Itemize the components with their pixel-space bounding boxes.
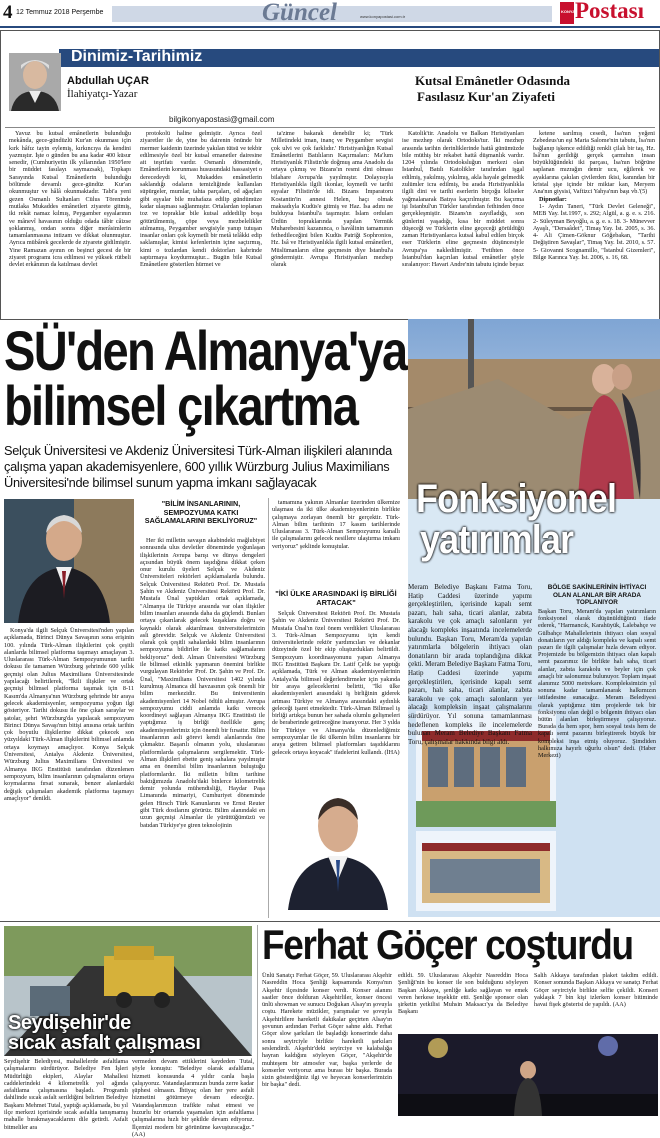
author-name: Abdullah UÇAR [67,75,149,87]
column-rule [5,127,655,128]
su-text-1: Konya'da ilgili Selçuk Üniversitesi'nden yapılan açıklamada, Birinci Dünya Savaşının sona erişinin 100. yılında Türk-Alman ilişkilerini çok çeşitli alanlarda bilimsel platforma taşımayı amaçlayan 3. Uluslararası Türk-Alman Sempozyumunun tarihi dokusu ile tamamen Würzburg şehrinde 600 yıllık geçmişi olan Julius Maximilians Üniversitesinde yapılacağı belirtilerek, "İkili ilişkiler ve ortak geçmişi bilimsel platforma taşımak için 8-11 Kasım'da Almanya'nın Würzburg şehrinde bir araya gelecek akademisyenler, sempozyuma yoğun ilgi gösteriyor. Tarihi dokusu ile öne çıkan saraylar ve şatolar, şehri Würzburg'da yapılacak sempozyum Birinci Dünya Savaşı'nın bitişi anısına ortak tarihin çok boyutlu ilişkilerine dikkat çekecek son yüzyıldaki Türk-Alman ilişkilerini bilimsel anlamda ortaya koymayı amaçlıyor. Konya Selçuk Üniversitesi, Antalya Akdeniz Üniversitesi, Würzburg Julius Maximilians Üniversitesi ve Almanya IKG Enstitüsü tarafından düzenlenen sempozyum, bilim insanlarının çalışmalarını ortaya koymalarına fırsat sunarak, benzer alanlardaki değişik çalışmaları akademik platforma taşımayı amaçlıyor" denildi. [4,627,134,802]
concert-photo [398,1034,658,1116]
author-title: İlahiyatçı-Yazar [67,88,138,100]
seydisehir-headline-2: sıcak asfalt çalışması [8,1032,201,1054]
author-photo [9,53,61,111]
column-text-4: Katolik'tir. Anadolu ve Balkan Hıristiyanları ise mezhep olarak Ortodoks'tur. İki mezhep arasında tarihin derinliklerinde hattâ günümüzde bile müthiş bir rekabet hattâ düşmanlık vardır. 1204 yılında Ortodoksluğun merkezi olan İstanbul, Batılı Katolikler tarafından işgal edilmiş, yakılmış, yıkılmış, akla hayale gelmedik zulümler icra edilmiş, bu arada Hıristiyanlıkla ilgili dini ve tarihi eserlerin birçoğu kiliseler yağmalanarak Batıya kaçırılmıştır. Bu kaçırma işi İstanbul'un Türkler tarafından fethinden önce gerçekleşmiştir. Bizans'ın zayıfladığı, son günlerini yaşadığı, kısa bir müddet sonra düşeceği ve Türklerin eline geçeceği görüldüğü zaman Hıristiyanlarca kutsal kabul edilen birçok eser Türklerin eline geçmesin düşüncesiyle Avrupa'ya nakledilmiştir. 'Fetihten önce İstanbul'dan kaçırılan kutsal emânetler şöyle sıralanıyor: Havari Andre'nin tabutu içinde beyaz [402,130,524,269]
ferhat-headline: Ferhat Göçer coşturdu [262,921,633,968]
fonksiyonel-headline-1: Fonksiyonel [416,477,617,521]
su-text-3b: Selçuk Üniversitesi Rektörü Prof. Dr. Mustafa Şahin ve Akdeniz Üniversitesi Rektörü Prof. Dr. Mustafa Ünal'ın özel önem verdikleri Uluslararası 3. Türk-Alman Sempozyumu için kendi üniversitelerinde rektör yardımcıları ve dekanlar düzeyinde özel bir ekip oluşturdukları belirtildi. Sempozyum koordinasyonunu yapan Almanya IKG Enstitüsü Başkanı Dr. Latif Çelik ise yaptığı açıklamada, Türk ve Alman akademisyenlerinin Antalya'da bilimsel değerlendirmeler için yakında bir araya geleceklerini belirtti, "İki ülke akademisyenleri arasındaki iş birliğinin giderek artması Türkiye ve Almanya arasındaki aydınlık geleceği işaret etmektedir. Türk-Alman Bilimsel iş birliği artıkça bunun her sahada olumlu gelişmeleri de beraberinde getireceğine inanıyoruz. Her 3 yılda bir Türkiye ve Almanya'da düzenlediğimiz sempozyumlar ile iki ülkenin bilim insanlarını bir araya getiren bilimsel platformları taşıdıklarını gelecek ortaya koyacak" ifadelerini kullandı. (İHA) [272,610,400,756]
column-text-2: protokolü haline gelmiştir. Ayrıca özel ziyaretler ile de, yine bu dairenin önünde bir mermer kaidenin üzerinde yakılan tütsü ve tekbir edilmesiyle özel bir kutsal emanetler dairesine ait teşrifatı vardır. Osmanlı döneminde, Emânetlerin korunması hususundaki hassasiyet o derecedeydi ki, Mukaddes emânetlerin saklandığı odaların temizliğinde kullanılan süpürgeler, mumlar, tahta parçaları, od ağaçları gibi eşyalar bile muhafaza edilip gündümüze kadar ulaşması sağlanmıştır. Ortalardan toplanan toz ve topraklar bile kutsal addedilip boşa götürülmemiş, çöpe veya mezbelelikler atılmamış, Peygamber sevgisiyle yanıp tutuşan insanlar onları çok kıymetli bir metâ telâkki edip saklamışlar, kimisi kefenlerinin içine saçtırmış, kimi o tozlardan kendi doktorları kabrinde saptırmaya koydurmuştur... Bugün bile Kutsal Emânetlere gösterilen hürmet ve [140,130,262,269]
quote-1: "BİLİM İNSANLARININ, SEMPOZYUMA KATKI SAĞLAMALARINI BEKLİYORUZ" [144,499,258,526]
su-headline-2: bilimsel çıkartma [4,374,358,437]
newspaper-logo[interactable] [560,2,657,24]
seydisehir-text-2: vermeden devam ettiklerini kaydeden Tutal, şöyle konuştu: "Belediye olarak asfaltlama hizmeti konusunda 4 yıldır canla başla çalışıyoruz. Vatandaşlarımızın bunda zerre kadar şüphesi olmasın. İhtiyaç olan her yere asfalt hizmetini götürmeye devam edeceğiz. Vatandaşlarımızın trafikte rahat etmesi ve huzurlu bir ortamda yaşamaları için asfaltlama çalışmalarına hızlı bir şekilde devam ediyoruz. İlçemizi modern bir görünüme kavuşturacağız." (AA) [132,1058,254,1138]
bottom-divider [257,925,258,1115]
su-text-3a: tamamına yakının Almanlar üzerinden ülkemize ulaşması da iki ülke akademisyenlerinin birlikte çalışmaya zorlayan önemli bir gerçektir. Türk-Alman bilim tarihinin 17 kasım tarihlerinde Uluslararası 3. Türk-Alman Sempozyumu kanallı ile çalışmalarını gelecek nesillere ulaştırma imkanı veriyoruz" şeklinde konuştular. [272,499,400,550]
seydisehir-text-1: Seydişehir Belediyesi, mahallelerde asfaltlama çalışmalarını sürdürüyor. Belediye Fen İşleri Müdürlüğü ekipleri, Alaylar Mahallesi caddelerindeki 4 kilometrelik yol ağında asfaltlama çalışmasına başladı. Programlı dahilinde sıcak asfalt serildiğini belirten Belediye Başkanı Mehmet Tutal, yaptığı açıklamada, bu yıl ilçe merkezi içerisinde sıcak asfaltla tanışmamış mahalle bırakmayacaklarını dile getirdi. Asfalt bitmeliler ara [4,1058,128,1131]
column-title-2: Fasılasız Kur'an Ziyafeti [417,89,555,104]
logo-city: KONYA [561,9,576,14]
header-rule [0,26,660,28]
issue-date: 12 Temmuz 2018 Perşembe [16,9,104,16]
su-headline-1: SÜ'den Almanya'ya [4,319,407,382]
footnotes-title: Dipnotlar: [539,195,567,203]
quote-2: "İKİ ÜLKE ARASINDAKİ İŞ BİRLİĞİ ARTACAK" [275,589,397,607]
ferhat-text-3: Salih Akkaya tarafından plaket takdim edildi. Konser sonunda Başkan Akkaya ve sanatçı Ferhat Göçer seyirciyle birlikte selfie çekildi. Konseri yaklaşık 7 bin kişi izlerken konser bitiminde havai fişek gösterisi de yapıldı. (AA) [534,972,658,1009]
rector-photo-2 [280,784,396,910]
column-text-1: Yavuz bu kutsal emânetlerin bulunduğu mekânda, gece-gündüzlü Kur'an okunması için kırk hâfız tayin eylemiş, kırkıncıya da kendini yazmıştır. İşte o günden bu ana kadar 400 küsur senedir, (Cumhuriyetin ilk yıllarından 1950'lere bir müddet fasılayı saymazsak), Topkapı Sarayında Kutsal Emânetlerin bulunduğu bölümde devamlı gece-gündüz Kur'an okunmuştur ve hâlâ okunmaktadır. Tabi'a yeni gezen Osmanlı Sultanları Cülus Töreninde mutlaka Mukaddes emânetleri ziyarete gitmiş, iki rekât namaz kılmış, Peygamber eşyalarının ve mânevî havasının olduğu odada tâbir câizse şoklanmış, ondan sonra diğer merâsimlerin tamamlanmasına intizam ve dikkat olunmuştur. Ayrıca mübârek gecelerde de ziyarete gidilmiştir. Yine Ramazan ayının on beşinci gecesi de bir ziyaret programı icra edilmesi ve yüksek rütbeli devlet erkânının da katılması devlet [9,130,131,269]
column-banner-title: Dinimiz-Tarihimiz [71,48,203,65]
fonksiyonel-subbody: Başkan Toru, Meram'da yapılan yatırımların fonksiyonel olarak düşünüldüğünü ifade ederek, "Harmancık, Karahüyük, Lalebahçe ve Gülbahçe Mahallelerinin ihtiyacı olan sosyal donatıların yer aldığı kompleks ve kapalı semt pazarı ile ilgili çalışmalar hızla devam ediyor. Projemizde bu bölgemizin ihtiyacı olan kapalı semt pazarımız ile birlikte halı saha, ticari alanlar, zabıta karakolu ve beyler için çok amaçlı bir salonumuz bulunuyor. Toplam inşaat alanımız 5000 metrekare. Kompleksimizin yıl sonuna kadar tamamlanarak halkımızın istifadesine sunacağız. Meram Belediyesi olarak yaptığımız tüm projelerde tek bir fonksiyonu olan değil o bölgenin ihtiyacı olan bütün alanları birleştirmeye çalışıyoruz. Burada da hem spor, hem sosyal tesis hem de kapalı semt pazarını birleştirerek büyük bir kompleksi inşa etmiş oluyoruz. Şimdiden halkımıza hayırlı uğurlu olsun" dedi. (Haber Merkezi) [538,608,656,760]
seydisehir-headline-1: Seydişehir'de [8,1012,131,1034]
logo-text: Postası [575,0,644,23]
ferhat-text-1: Ünlü Sanatçı Ferhat Göçer, 59. Uluslararası Akşehir Nasreddin Hoca Şenliği kapsamında Konya'nın Akşehir ilçesinde konser verdi. Konser alanını saatler önce dolduran Akşehirliler, konser öncesi ünlü showman ve sunucu Doğukan Alsay'ın şovuyla coştu. Harekete müzikler, yarışmalar ve şovuyla Akşehirlilere hareketli dakikalar geçirten Alsay'ın şovunun ardından Ferhat Göçer sahne aldı. Ferhat Göçer slow şarkıları ile başladığı konserinde daha sonra seyirciyle birlikte hareketli şarkıları seslendirdi. Akşehir'deki seyirciye ve kalabalığa hayran kaldığını söyleyen Göçer, "Akşehir'de muhteşem bir atmosfer var, başka yerlerde de konserler veriyoruz ama burası bir başka. Burada sizin gösterdiğiniz ilgi ve heyecan konserlerimizin bir başka" dedi. [262,972,392,1089]
su-text-2: Her iki milletin savaşın akabindeki mağlubiyet sonrasında ulus devletler döneminde yoğunlaşan ilişkilerinin Avrupa barışı ve dünya dengeleri açısından büyük önem taşıdığına dikkat çeken onur kurulu üyeleri Selçuk ve Akdeniz Üniversiteleri rektörleri açıklamalarda bulundu. Selçuk Üniversitesi Rektörü Prof. Dr. Mustafa Şahin ve Akdeniz Üniversitesi Rektörü Prof. Dr. Mustafa Ünal yaptıkları ortak açıklamada, "Almanya ile Türkiye arasında var olan ilişkiler bilim insanları arasında daha da güçlendi. Bunları ortaya çıkarılarak gelecek kuşaklara doğru ve kaynaklı olarak aktarılması üniversitelerimizin asli görevidir. Selçuk ve Akdeniz Üniversitesi olarak çok çeşitli sahalardaki bilim insanlarının sempozyuma bildiriler ile katkı sağlamalarını bekliyoruz" dedi. Alman Üniversitesi Würzburg ile bilimsel etkinlik yapmanın önemini birlikte vurgulayan Rektörler Prof. Dr. Şahin ve Prof. Dr. Ünal, "Maximilians Üniversitesi 1402 yılında kurulmuş Almanca dil havzasının çok önemli bir bilim merkezidir. Bu üniversitenin akademisyenleri 14 Nobel ödülü almıştır. Avrupa sempozyumu ciddi anlamda katkı verecek koordineyi sağlayan Almanya IKG Enstitüsü ile yaptığımız iş birliği özellikle genç akademisyenlerimiz için önemli bir fırsattır. Bilim insanlarının asli görevi kendi alanlarında öne çıkmaktır. Başarılı olmanın yolu, uluslararası platformlarda çalışmalarını sergilemektir. Türk-Alman ilişkileri ebette geniş sahalara yayılmıştır ama en önemlisi bilim insanlarının buluştuğu platformlardır. İki milletin bilim tarihine baktığımızda Anadolu'daki binlerce kilometrelik demir yolunda mühendisliği, Haydar Paşa Limanında mimariyi, Cumhuriyet döneminde gelen Hirsch Türk Kanunlarını ve Ernst Reuter gibi Türk dostlarını görürüz. Bilim alanındaki en uzun geçmişi Almanlar ile yürüttüğümüzü ve batıdan Türkiye'ye giren teknolojinin [140,537,265,829]
website-url[interactable]: www.konyapostasi.com.tr [360,14,406,19]
page-header [0,0,660,30]
page-number: 4 [3,2,13,23]
column-title-1: Kutsal Emânetler Odasında [415,73,571,88]
fonksiyonel-subhead: BÖLGE SAKİNLERİNİN İHTİYACI OLAN ALANLAR BİR ARADA TOPLANIYOR [547,584,647,607]
column-box [0,30,660,320]
fonksiyonel-headline-2: yatırımlar [420,518,574,562]
su-divider [268,498,269,918]
footnotes: 1- Aydın Taneri, "Türk Devlet Geleneği", MEB Yay. İst.1997, s. 292; Algül, a. g. e. s. 216. 2- Süleyman Beyoğlu, a. g. e. s. 18. 3- Münevver Ayaşlı, "Dersaâdet", Timaş Yay. İst. 2005, s. 36. 4- Ali Çimen-Göknur Göğebakan, "Tarihi Değiştiren Savaşlar", Timaş Yay. İst. 2010, s. 57. 5- Giovanni Scognamillo, "İstanbul Gizemleri", Bilge Karınca Yay. İst. 2006, s. 16, 68. [533,202,655,262]
rector-photo [4,499,134,623]
author-email[interactable]: bilgikonyapostasi@gmail.com [169,115,275,124]
su-deck: Selçuk Üniversitesi ve Akdeniz Üniversitesi Türk-Alman ilişkileri alanında çalışma yapan akademisyenlere, 600 yıllık Würzburg Julius Maximilians Üniversitesi'nde bilimsel sunum yapma imkanı sağlayacak [4,443,392,490]
column-text-5: ketene sarılmış cesedi, İsa'nın yeğeni Zebedeus'un eşi Maria Salome'nin tabutu, İsa'nın bağlanıp işkence edildiği renkli çilalı bir taş, Hz. İsâ'nın gerildiği gerçek çarmıhın insan büyüklüğündeki iki parçası, İsa'nın böğrüne saplanan mızrağın demir ucu, eğilerek ve ayaklarına çakılan çivilerden ikisi, kanından bir kristal şişe içinde bir miktar kan, Meryem Ana'nın giysisi, Vaftizci Yahya'nın başı vb.'(5) Dipnotlar: 1- Aydın Taneri, "Türk Devlet Geleneği", MEB Yay. İst.1997, s. 292; Algül, a. g. e. s. 216. 2- Süleyman Beyoğlu, a. g. e. s. 18. 3- Münevver Ayaşlı, "Dersaâdet", Timaş Yay. İst. 2005, s. 36. 4- Ali Çimen-Göknur Göğebakan, "Tarihi Değiştiren Savaşlar", Timaş Yay. İst. 2010, s. 57. 5- Giovanni Scognamillo, "İstanbul Gizemleri", Bilge Karınca Yay. İst. 2006, s. 16, 68. [533,130,655,262]
column-text-3: ta'zime bakarak denebilir ki; 'Türk Milletindeki iman, inanç ve Peygamber sevgisi çok ulvi ve çok farklıdır.' Hıristiyanlığın Kutsal Emânetlerini Batılıların Kaçırmaları: Ma'lum Hıristiyanlık Filistin'de doğmuş ama Anadolu da ortaya çıkmış ve Bizans'ın resmi dini olması bilahare Avrupa'da yayılmıştır. Dolayısıyla Hıristiyanlıkla ilgili ikonlar, kıymetli ve tarihi eşyalar Filistin'de idi. Bizans İmparatoru Kostantin'in annesi Helen, haçı olmak maksadıyla Kudüs'e gitmiş ve Haz. İsa adını ne bulduysa İstanbul'a taşımıştır. İslam orduları Ürdün topraklarında yapılan Yermük Muharebesini kazanınca, o havâlinin tamamının fethedileceğini bilen Kudüs Patriği Sophronios, Hz. İsâ ve Hıristiyanlıkla ilgili kutsal emânetleri, Müslümanların eline geçmesin diye İstanbul'a göndermiştir. Avrupa Hıristiyanları mezhep olarak [271,130,393,269]
section-title: Güncel [262,0,337,26]
fonksiyonel-body: Meram Belediye Başkanı Fatma Toru, Hatip Caddesi üzerinde yapımı gerçekleştirilen, içerisinde kapalı semt pazarı, halı saha, ticari alanlar, zabıta karakolu ve çok amaçlı salonların yer alacağı kompleks inşaatında incelemelerde bulundu. Başkan Toru, Meram'da yapılan yatırımlarla bölgelerin ihtiyacı olan donatıların bir arada toplandığına dikkat çekti. Meram Belediye Başkanı Fatma Toru, Hatip Caddesi üzerinde yapımı gerçekleştirilen, içerisinde kapalı semt pazarı, halı saha, ticari alanlar, zabıta karakolu ve çok amaçlı salonların yer alacağı kompleksin inşaat çalışmalarını sürdürüyor. Yıl sonuna tamamlanması hedeflenen kompleks ile incelemelerde bulunan Meram Belediye Başkanı Fatma Toru, çalışmalar hakkında bilgi aldı. [408,583,532,746]
ferhat-text-2: edildi. 59. Uluslararası Akşehir Nasreddin Hoca Şenliği'nin bu konser ile son bulduğunu söyleyen Başkan Akkaya, şenliğe katkı sağlayan ve emek veren herkese teşekkür etti. Şenliğe sponsor olan şirketin yetkilisi Muhsin Maksacı'ya da Belediye Başkanı [398,972,528,1016]
